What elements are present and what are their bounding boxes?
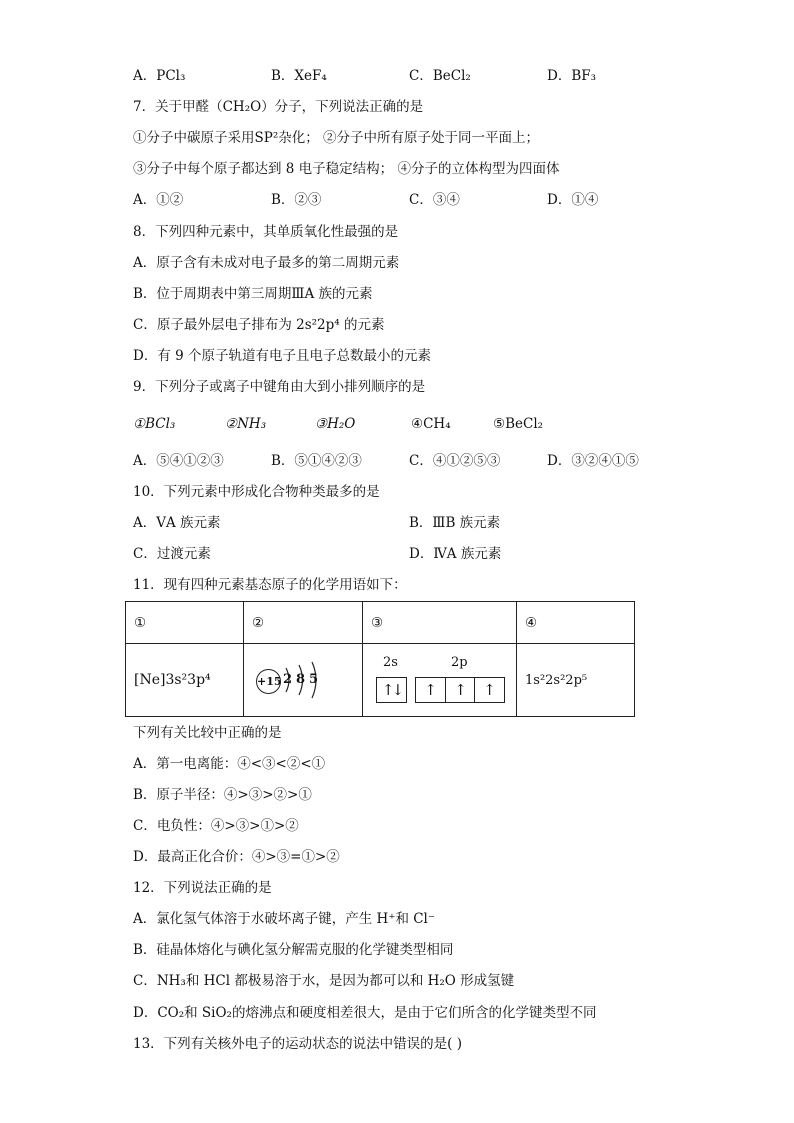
q11-header-2: ② (244, 602, 363, 644)
q11-option-a: A．第一电离能：④<③<②<① (133, 756, 326, 772)
q9-option-a: A．⑤④①②③ (133, 453, 224, 469)
orbital-2s-arrows: ↑↓ (381, 681, 402, 699)
label-2p: 2p (451, 655, 468, 670)
q12-stem: 12．下列说法正确的是 (133, 880, 272, 896)
q6-option-b: B．XeF₄ (271, 68, 327, 84)
q9-stem: 9．下列分子或离子中键角由大到小排列顺序的是 (133, 379, 426, 395)
q7-option-b: B．②③ (271, 192, 322, 208)
q11-header-3: ③ (363, 602, 517, 644)
orbital-2s-box (376, 677, 407, 703)
q8-option-d: D．有 9 个原子轨道有电子且电子总数最小的元素 (133, 348, 431, 364)
q10-option-a: A．ⅤA 族元素 (133, 515, 221, 531)
orbital-2p-2-arrow: ↑ (445, 678, 475, 702)
q11-cell-electron-config-2: 1s²2s²2p⁵ (517, 644, 635, 717)
q7-option-a: A．①② (133, 192, 184, 208)
q13-stem: 13．下列有关核外电子的运动状态的说法中错误的是( ) (133, 1036, 463, 1052)
q11-header-1: ① (126, 602, 244, 644)
q11-option-b: B．原子半径：④>③>②>① (133, 787, 312, 803)
q8-stem: 8．下列四种元素中，其单质氧化性最强的是 (133, 224, 399, 240)
q11-option-c: C．电负性：④>③>①>② (133, 818, 299, 834)
q9-item-1: ①BCl₃ (133, 416, 176, 432)
q9-item-5: ⑤BeCl₂ (493, 416, 544, 432)
q7-stem: 7．关于甲醛（CH₂O）分子，下列说法正确的是 (133, 99, 424, 115)
q6-option-d: D．BF₃ (547, 68, 597, 84)
q12-option-d: D．CO₂和 SiO₂的熔沸点和硬度相差很大，是由于它们所含的化学键类型不同 (133, 1005, 597, 1021)
q6-option-a: A．PCl₃ (133, 68, 186, 84)
q11-cell-orbital-diagram (363, 644, 517, 717)
q12-option-a: A．氯化氢气体溶于水破坏离子键，产生 H⁺和 Cl⁻ (133, 911, 436, 927)
q8-option-a: A．原子含有未成对电子最多的第二周期元素 (133, 255, 400, 271)
q9-option-c: C．④①②⑤③ (409, 453, 501, 469)
q9-option-d: D．③②④①⑤ (547, 453, 639, 469)
shell-3-count: 5 (309, 672, 319, 687)
q9-option-b: B．⑤①④②③ (271, 453, 362, 469)
q10-stem: 10．下列元素中形成化合物种类最多的是 (133, 484, 380, 500)
orbital-2p-1-arrow: ↑ (424, 681, 437, 699)
q9-item-4: ④CH₄ (411, 416, 451, 432)
q7-option-d: D．①④ (547, 192, 599, 208)
q12-option-b: B．硅晶体熔化与碘化氢分解需克服的化学键类型相同 (133, 942, 454, 958)
q9-item-2: ②NH₃ (225, 416, 267, 432)
q10-option-d: D．ⅣA 族元素 (409, 546, 502, 562)
q11-header-4: ④ (517, 602, 635, 644)
q11-cell-atomic-structure (244, 644, 363, 717)
nucleus-circle: +15 (256, 669, 281, 694)
q11-cell-electron-config: [Ne]3s²3p⁴ (126, 644, 244, 717)
label-2s: 2s (383, 655, 398, 670)
q11-option-d: D．最高正化合价：④>③=①>② (133, 849, 340, 865)
q10-option-b: B．ⅢB 族元素 (409, 515, 501, 531)
q7-statements-1: ①分子中碳原子采用SP²杂化； ②分子中所有原子处于同一平面上； (133, 130, 540, 146)
q7-statements-2: ③分子中每个原子都达到 8 电子稳定结构； ④分子的立体构型为四面体 (133, 161, 560, 177)
shell-2-count: 8 (296, 672, 306, 687)
orbital-2p-box (415, 677, 505, 703)
q7-option-c: C．③④ (409, 192, 460, 208)
q9-item-3: ③H₂O (315, 416, 356, 432)
q8-option-b: B．位于周期表中第三周期ⅢA 族的元素 (133, 286, 373, 302)
shell-1-count: 2 (283, 672, 293, 687)
q11-stem: 11．现有四种元素基态原子的化学用语如下： (133, 577, 407, 593)
q11-prompt: 下列有关比较中正确的是 (133, 725, 282, 741)
q6-option-c: C．BeCl₂ (409, 68, 471, 84)
q12-option-c: C．NH₃和 HCl 都极易溶于水，是因为都可以和 H₂O 形成氢键 (133, 973, 515, 989)
orbital-2p-3-arrow: ↑ (474, 678, 504, 702)
q11-table (125, 601, 635, 717)
q10-option-c: C．过渡元素 (133, 546, 211, 562)
q8-option-c: C．原子最外层电子排布为 2s²2p⁴ 的元素 (133, 317, 385, 333)
